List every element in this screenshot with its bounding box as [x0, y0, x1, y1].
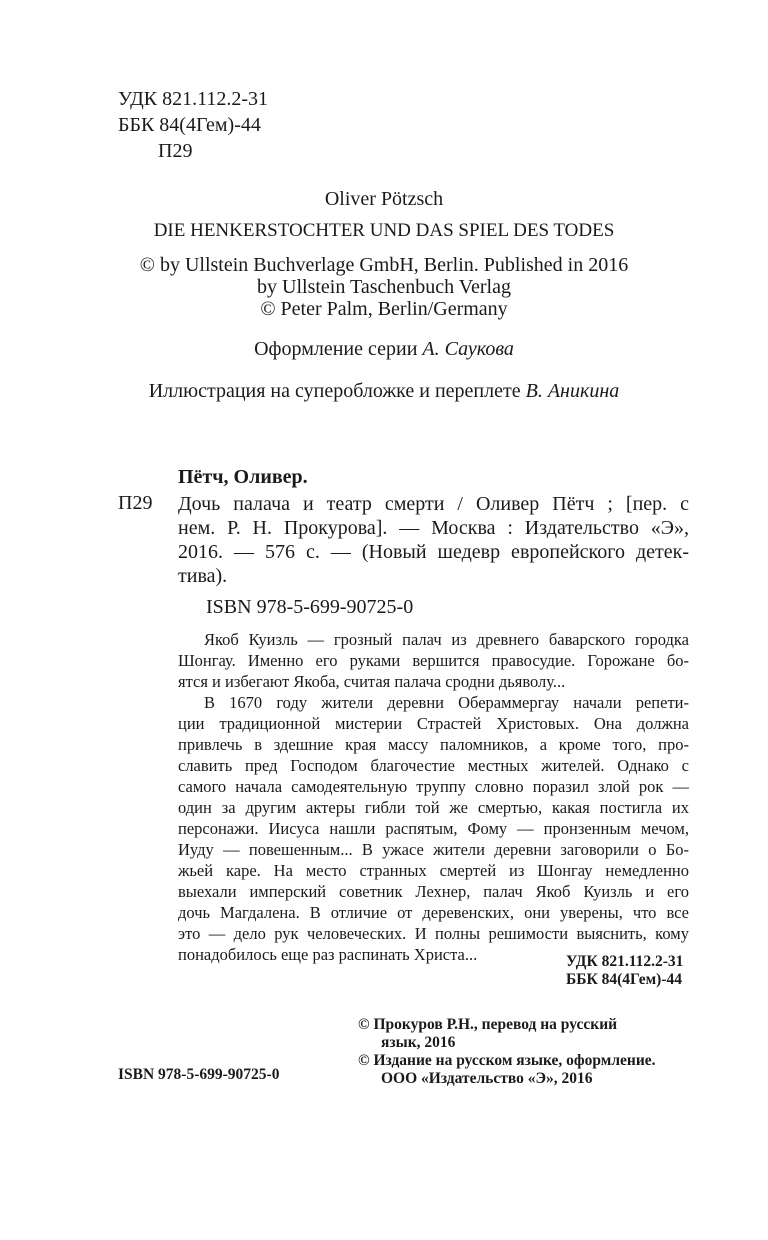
catalog-isbn: ISBN 978-5-699-90725-0 — [206, 596, 414, 618]
annotation-line: ции традиционной мистерии Страстей Христовых. Она должна — [178, 714, 689, 733]
annotation-line: жьей каре. На место странных смертей из Шонгау немедленно — [178, 861, 689, 880]
catalog-cutter: П29 — [118, 492, 153, 514]
copyright-line-1: © by Ullstein Buchverlage GmbH, Berlin. Published in 2016 — [139, 254, 629, 276]
annotation-line: выехали имперский советник Лехнер, палач Якоб Куизль и его — [178, 882, 689, 901]
udk-code: УДК 821.112.2-31 — [118, 88, 269, 110]
annotation-line: дочь Магдалена. В отличие от деревенских, они уверены, что все — [178, 903, 689, 922]
series-design-label: Оформление серии — [254, 338, 423, 360]
illustration-name: В. Аникина — [525, 380, 620, 402]
original-author: Oliver Pötzsch — [324, 188, 444, 210]
catalog-author-heading: Пётч, Оливер. — [178, 466, 308, 488]
annotation-line: привлечь в здешние края массу паломников, а кроме того, про- — [178, 735, 689, 754]
translation-copyright-line-2: язык, 2016 — [381, 1034, 456, 1051]
annotation — [178, 629, 689, 965]
annotation-line: персонажи. Иисуса нашли распятым, Фому — пронзенным мечом, — [178, 819, 689, 838]
annotation-line: Шонгау. Именно его руками вершится правосудие. Горожане бо- — [178, 651, 689, 670]
catalog-description-line: 2016. — 576 с. — (Новый шедевр европейского детек- — [178, 541, 689, 563]
footer-udk-code: УДК 821.112.2-31 — [566, 953, 684, 970]
illustration-label: Иллюстрация на суперобложке и переплете — [148, 380, 526, 402]
catalog-description-line: нем. Р. Н. Прокурова]. — Москва : Издательство «Э», — [178, 517, 689, 539]
copyright-line-2: by Ullstein Taschenbuch Verlag — [257, 276, 511, 298]
annotation-line: понадобилось еще раз распинать Христа... — [178, 945, 478, 964]
catalog-description-line: тива). — [178, 565, 228, 587]
catalog-description-line: Дочь палача и театр смерти / Оливер Пётч ; [пер. с — [178, 493, 689, 515]
annotation-line: один за другим актеры гибли той же смертью, какая постигла их — [178, 798, 689, 817]
footer-isbn: ISBN 978-5-699-90725-0 — [118, 1066, 280, 1083]
illustration-credit — [0, 380, 768, 403]
series-design-name: А. Саукова — [422, 338, 514, 360]
series-design-credit — [0, 338, 768, 361]
annotation-line: ятся и избегают Якоба, считая палача сродни дьяволу... — [178, 672, 566, 691]
catalog-description — [178, 492, 689, 588]
translation-copyright-line-1: © Прокуров Р.Н., перевод на русский — [358, 1016, 618, 1033]
cutter-code: П29 — [158, 140, 193, 162]
annotation-line: это — дело рук человеческих. И полны решимости выяснить, кому — [178, 924, 689, 943]
annotation-line: самого начала самодеятельную труппу словно поразил злой рок — — [178, 777, 689, 796]
annotation-line: В 1670 году жители деревни Обераммергау начали репети- — [204, 693, 689, 712]
annotation-line: славить пред Господом благочестие местных жителей. Однако с — [178, 756, 689, 775]
annotation-line: Якоб Куизль — грозный палач из древнего баварского городка — [204, 630, 689, 649]
original-title: DIE HENKERSTOCHTER UND DAS SPIEL DES TODES — [153, 220, 615, 241]
copyright-line-3: © Peter Palm, Berlin/Germany — [260, 298, 508, 320]
edition-copyright-line-2: ООО «Издательство «Э», 2016 — [381, 1070, 593, 1087]
bbk-code: ББК 84(4Гем)-44 — [118, 114, 261, 136]
edition-copyright-line-1: © Издание на русском языке, оформление. — [358, 1052, 656, 1069]
footer-bbk-code: ББК 84(4Гем)-44 — [566, 971, 682, 988]
annotation-line: Иуду — повешенным... В ужасе жители деревни заговорили о Бо- — [178, 840, 689, 859]
